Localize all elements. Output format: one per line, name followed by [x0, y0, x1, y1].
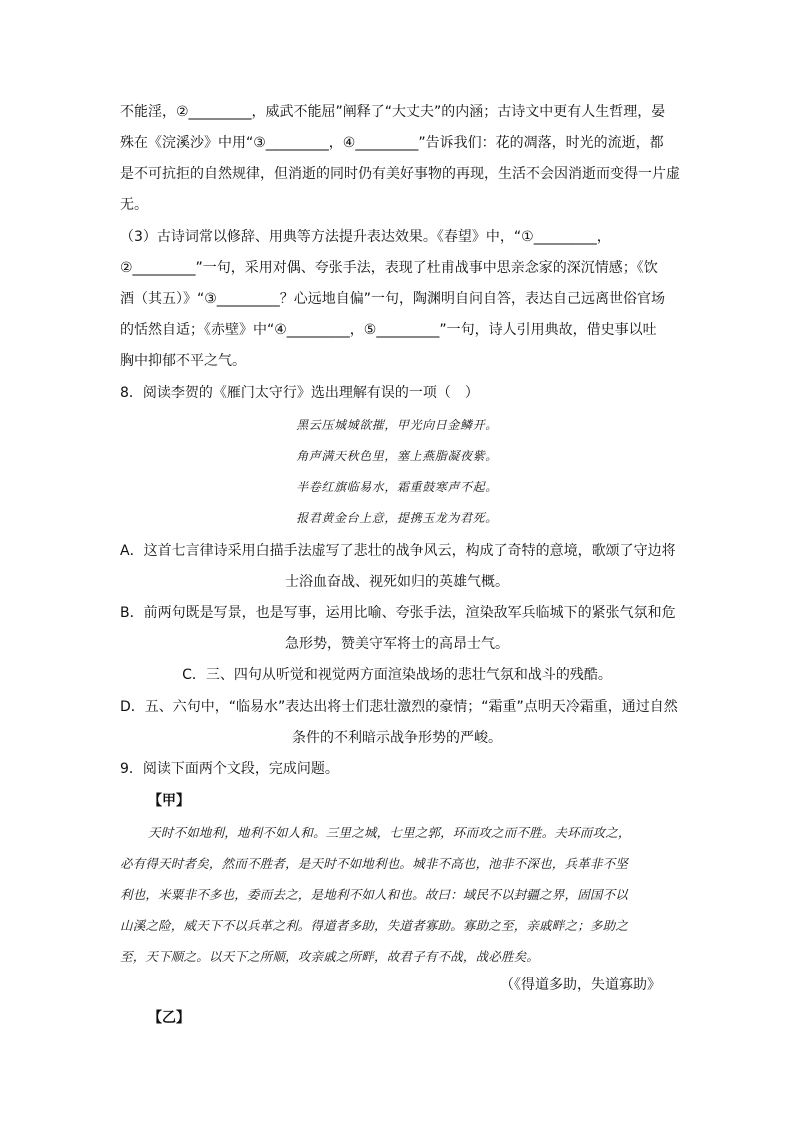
q8-option-a-line-2: 士浴血奋战、视死如归的英雄气概。 — [285, 574, 509, 590]
q7-part2-line-2: 殊在《浣溪沙》中用“③_________，④_________”告诉我们：花的凋落，时光的流逝，都 — [120, 135, 664, 151]
q8-option-b-line-1: B．前两句既是写景，也是写事，运用比喻、夸张手法，渲染敌军兵临城下的紧张气氛和危 — [120, 605, 676, 621]
q7-part3-line-5: 胸中抑郁不平之气。 — [120, 353, 246, 369]
q9-jia-source: （《得道多助，失道寡助》 — [500, 977, 661, 993]
q7-part2-line-1: 不能淫，②_________，威武不能屈”阐释了“大丈夫”的内涵；古诗文中更有人生哲理，晏 — [120, 104, 666, 120]
q8-option-b-line-2: 急形势，赞美守军将士的高昂士气。 — [285, 636, 509, 652]
q9-stem: 9．阅读下面两个文段，完成问题。 — [120, 761, 339, 777]
q7-part3-line-3: 酒（其五）》“③_________？心远地自偏”一句，陶渊明自问自答，表达自己远离世俗官场 — [120, 291, 666, 307]
q8-option-a-line-1: A．这首七言律诗采用白描手法虚写了悲壮的战争风云，构成了奇特的意境，歌颂了守边将 — [120, 543, 676, 559]
q9-jia-line-1: 天时不如地利，地利不如人和。三里之城，七里之郭，环而攻之而不胜。夫环而攻之， — [148, 825, 631, 840]
q8-option-d-line-2: 条件的不利暗示战争形势的严峻。 — [292, 730, 502, 746]
q8-option-d-line-1: D．五、六句中，“临易水”表达出将士们悲壮激烈的豪情；“霜重”点明天冷霜重，通过自然 — [120, 699, 678, 715]
q9-jia-line-2: 必有得天时者矣，然而不胜者，是天时不如地利也。城非不高也，池非不深也，兵革非不坚 — [120, 856, 629, 871]
q9-jia-label: 【甲】 — [148, 793, 190, 809]
q8-poem-line-2: 角声满天秋色里，塞上燕脂凝夜紫。 — [296, 449, 498, 463]
q9-yi-label: 【乙】 — [148, 1010, 190, 1026]
q7-part3-line-1: （3）古诗词常以修辞、用典等方法提升表达效果。《春望》中，“①_________， — [120, 229, 611, 245]
q8-poem-line-4: 报君黄金台上意，提携玉龙为君死。 — [296, 511, 498, 525]
q9-jia-line-4: 山溪之险，威天下不以兵革之利。得道者多助，失道者寡助。寡助之至，亲戚畔之；多助之 — [120, 918, 629, 933]
q9-jia-line-3: 利也，米粟非不多也，委而去之，是地利不如人和也。故曰：域民不以封疆之界，固国不以 — [120, 887, 629, 902]
q8-poem-line-3: 半卷红旗临易水，霜重鼓寒声不起。 — [296, 480, 498, 494]
q8-poem-line-1: 黑云压城城欲摧，甲光向日金鳞开。 — [296, 418, 498, 432]
q8-stem: 8．阅读李贺的《雁门太守行》选出理解有误的一项（ ） — [120, 385, 479, 401]
q8-option-c: C．三、四句从听觉和视觉两方面渲染战场的悲壮气氛和战斗的残酷。 — [182, 667, 612, 683]
q7-part3-line-4: 的恬然自适；《赤壁》中“④_________，⑤_________”一句，诗人引用典故，借史事以吐 — [120, 322, 657, 338]
q9-jia-line-5: 至，天下顺之。以天下之所顺，攻亲戚之所畔，故君子有不战，战必胜矣。 — [120, 949, 540, 964]
q7-part2-line-4: 无。 — [120, 197, 148, 213]
q7-part3-line-2: ②_________”一句，采用对偶、夸张手法，表现了杜甫战事中思亲念家的深沉情感；《饮 — [120, 260, 658, 276]
q7-part2-line-3: 是不可抗拒的自然规律，但消逝的同时仍有美好事物的再现，生活不会因消逝而变得一片虚 — [120, 166, 680, 182]
